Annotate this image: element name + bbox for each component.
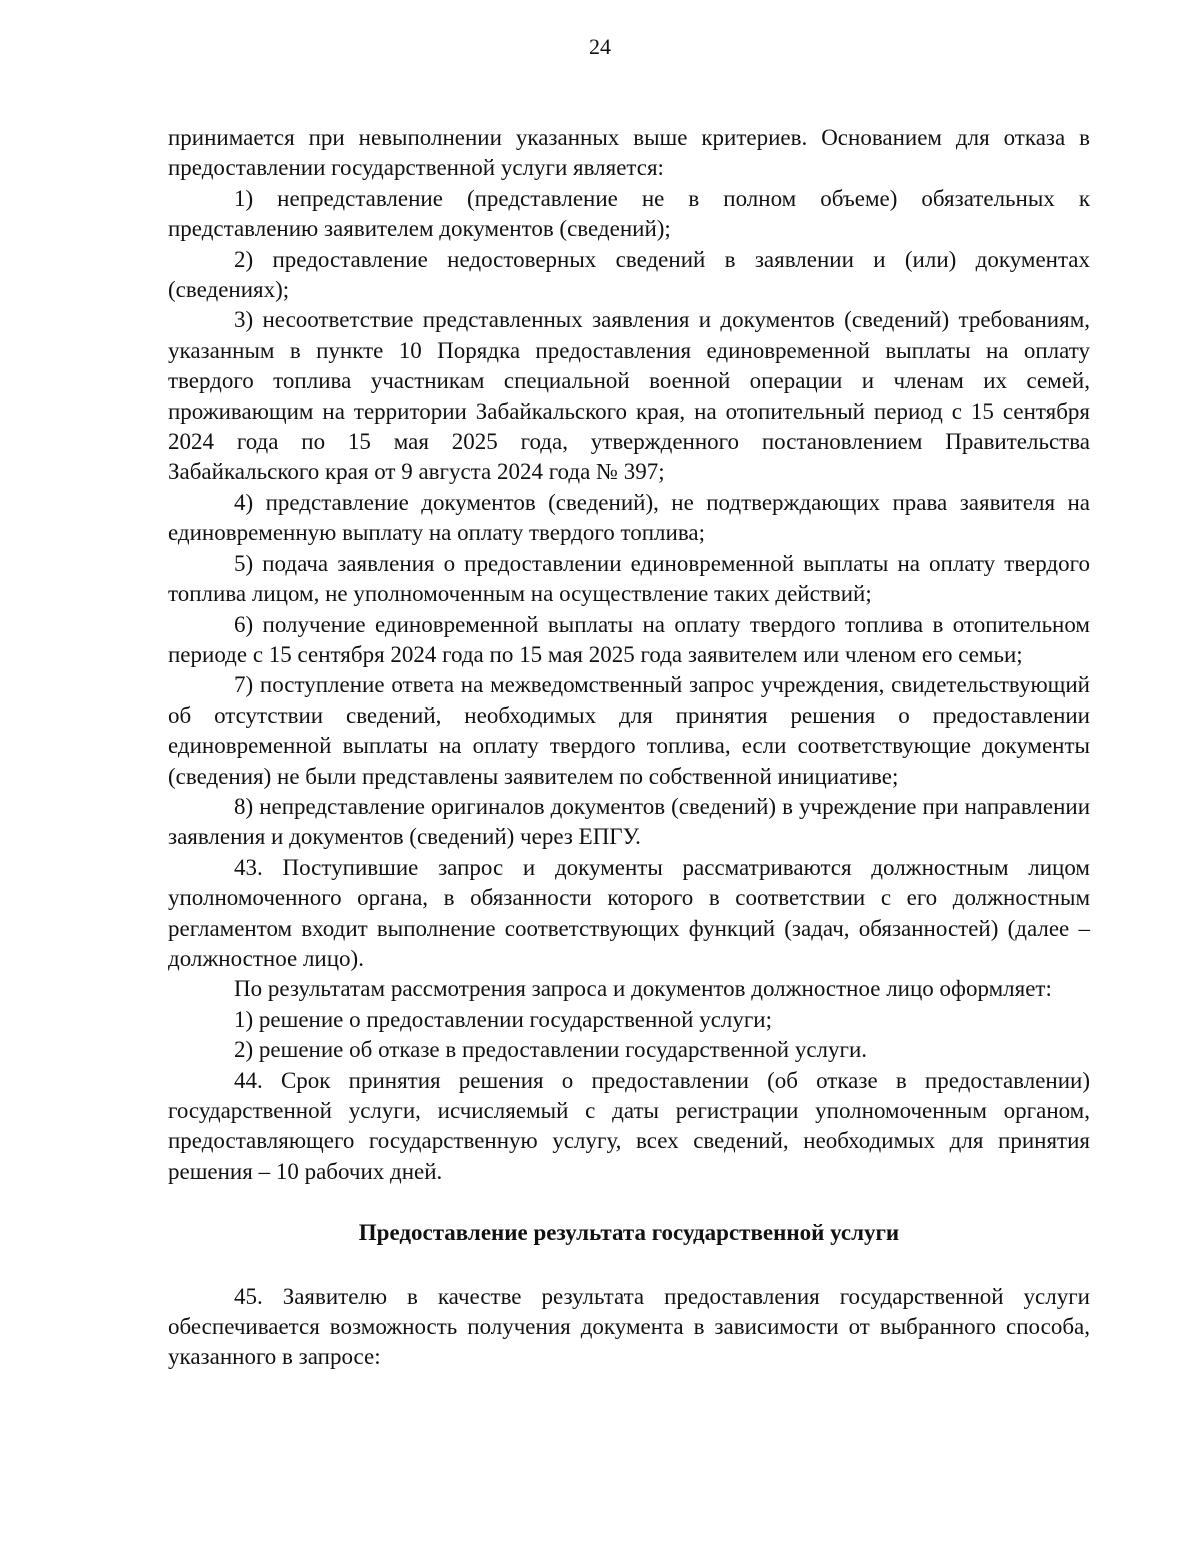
- list-item-8: 8) непредставление оригиналов документов (сведений) в учреждение при направлении заявления и документов (сведений) через ЕПГУ.: [168, 793, 1090, 850]
- paragraph-44: 44. Срок принятия решения о предоставлении (об отказе в предоставлении) государственной услуги, исчисляемый с даты регистрации уполномоченным органом, предоставляющего государственную услугу, всех сведений, необходимых для принятия решения – 10 рабочих дней.: [168, 1067, 1090, 1184]
- paragraph-43: 43. Поступившие запрос и документы рассматриваются должностным лицом уполномоченного органа, в обязанности которого в соответствии с его должностным регламентом входит выполнение соответствующих функций (задач, обязанностей) (далее – должностное лицо).: [168, 854, 1090, 971]
- paragraph-continuation: принимается при невыполнении указанных выше критериев. Основанием для отказа в предоставлении государственной услуги является:: [168, 125, 1090, 181]
- paragraph-results: По результатам рассмотрения запроса и документов должностное лицо оформляет:: [234, 976, 1052, 1002]
- page-number: 24: [589, 34, 611, 59]
- paragraph-45: 45. Заявителю в качестве результата предоставления государственной услуги обеспечивается возможность получения документа в зависимости от выбранного способа, указанного в запросе:: [168, 1283, 1090, 1370]
- list-item-3: 3) несоответствие представленных заявления и документов (сведений) требованиям, указанным в пункте 10 Порядка предоставления единовременной выплаты на оплату твердого топлива участникам специальной военной операции и членам их семей, проживающим на территории Забайкальского края, на отопительный период с 15 сентября 2024 года по 15 мая 2025 года, утвержденного постановлением Правительства Забайкальского края от 9 августа 2024 года № 397;: [168, 307, 1090, 485]
- list-item-1: 1) непредставление (представление не в полном объеме) обязательных к представлению заявителем документов (сведений);: [168, 185, 1090, 242]
- section-heading: Предоставление результата государственной услуги: [358, 1220, 900, 1246]
- result-item-1: 1) решение о предоставлении государственной услуги;: [234, 1006, 773, 1032]
- document-body: [168, 123, 1090, 1373]
- list-item-6: 6) получение единовременной выплаты на оплату твердого топлива в отопительном периоде с 15 сентября 2024 года по 15 мая 2025 года заявителем или членом его семьи;: [168, 611, 1090, 667]
- list-item-5: 5) подача заявления о предоставлении единовременной выплаты на оплату твердого топлива лицом, не уполномоченным на осуществление таких действий;: [168, 550, 1090, 607]
- list-item-4: 4) представление документов (сведений), не подтверждающих права заявителя на единовременную выплату на оплату твердого топлива;: [168, 489, 1090, 546]
- list-item-7: 7) поступление ответа на межведомственный запрос учреждения, свидетельствующий об отсутствии сведений, необходимых для принятия решения о предоставлении единовременной выплаты на оплату твердого топлива, если соответствующие документы (сведения) не были представлены заявителем по собственной инициативе;: [168, 672, 1090, 789]
- result-item-2: 2) решение об отказе в предоставлении государственной услуги.: [234, 1037, 868, 1063]
- list-item-2: 2) предоставление недостоверных сведений в заявлении и (или) документах (сведениях);: [168, 246, 1090, 303]
